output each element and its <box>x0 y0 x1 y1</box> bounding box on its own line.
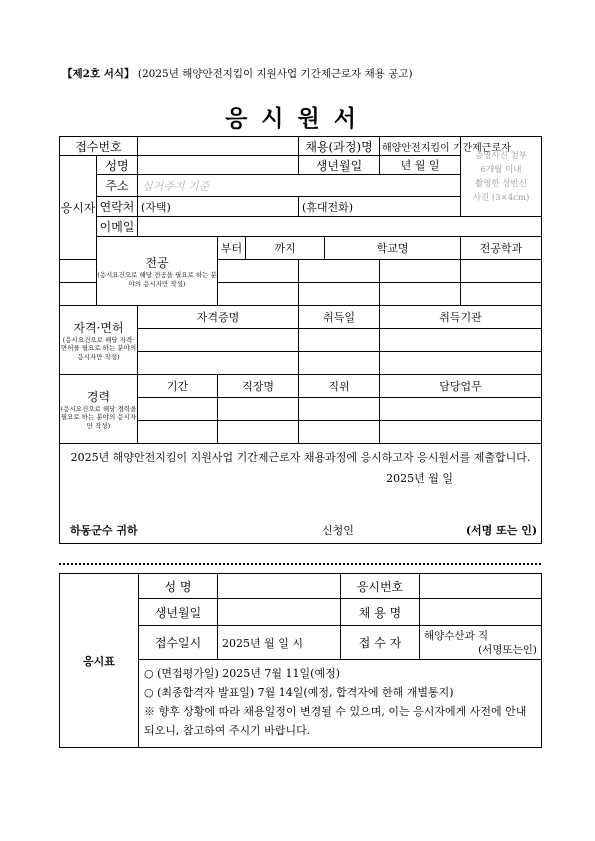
career-col-position: 직위 <box>299 375 380 398</box>
license-label: 자격·면허 <box>73 320 124 335</box>
ticket-notices <box>139 660 542 748</box>
career-cell[interactable] <box>380 421 542 444</box>
birth-label: 생년월일 <box>299 156 380 175</box>
career-cell[interactable] <box>380 398 542 421</box>
ticket-exam-no-field[interactable] <box>420 574 542 599</box>
license-col-agency: 취득기관 <box>380 306 542 329</box>
license-cell[interactable] <box>138 329 299 352</box>
ticket-label: 응시표 <box>60 574 139 748</box>
page-title: 응시원서 <box>225 105 370 132</box>
major-cell[interactable] <box>60 283 97 306</box>
email-label: 이메일 <box>97 217 138 237</box>
career-label: 경력 <box>86 389 111 404</box>
career-cell[interactable] <box>218 398 299 421</box>
announcement-title: (2025년 해양안전지킴이 지원사업 기간제근로자 채용 공고) <box>137 68 413 80</box>
photo-note-2: 6개월 이내 <box>480 164 522 175</box>
license-cell[interactable] <box>299 352 380 375</box>
ticket-exam-no-label: 응시번호 <box>341 574 420 599</box>
major-cell[interactable] <box>60 260 97 283</box>
photo-note-3: 촬영한 상반신 <box>475 178 528 189</box>
recipient: 하동군수 귀하 <box>70 523 138 537</box>
form-header <box>62 66 413 81</box>
major-label: 전공 <box>145 256 169 270</box>
email-field[interactable] <box>138 217 542 237</box>
ticket-position-field[interactable] <box>420 599 542 626</box>
declaration-date: 2025년 월 일 <box>386 472 454 485</box>
signature-cell <box>60 516 542 544</box>
major-cell[interactable] <box>380 260 461 283</box>
applicant-label: 응시자 <box>60 156 97 260</box>
ticket-receiver-sign: (서명또는인) <box>478 643 537 656</box>
major-col-school: 학교명 <box>325 237 461 260</box>
ticket-date-field[interactable]: 2025년 월 일 시 <box>218 626 341 660</box>
career-col-company: 직장명 <box>218 375 299 398</box>
major-col-dept: 전공학과 <box>461 237 542 260</box>
license-cell[interactable] <box>380 329 542 352</box>
career-cell[interactable] <box>138 421 218 444</box>
signature-field[interactable]: (서명 또는 인) <box>465 523 538 537</box>
major-cell[interactable] <box>461 260 542 283</box>
address-label: 주소 <box>97 175 138 197</box>
ticket-name-label: 성 명 <box>139 574 218 599</box>
license-note: (응시요건으로 해당 자격·면허를 필요로 하는 분야의 응시자만 작성) <box>60 335 137 361</box>
photo-note-4: 사진 (3×4cm) <box>472 192 530 203</box>
major-cell[interactable] <box>218 260 299 283</box>
mobile-phone-field[interactable]: (휴대전화) <box>299 197 461 217</box>
notice-interview: ○ (면접평가일) 2025년 7월 11일(예정) <box>144 667 340 680</box>
major-cell[interactable] <box>380 283 461 306</box>
name-label: 성명 <box>97 156 138 175</box>
receipt-no-label: 접수번호 <box>60 137 138 156</box>
major-col-from: 부터 <box>218 237 246 260</box>
ticket-date-label: 접수일시 <box>139 626 218 660</box>
major-cell[interactable] <box>218 283 299 306</box>
license-col-name: 자격증명 <box>138 306 299 329</box>
notice-result: ○ (최종합격자 발표일) 7월 14일(예정, 합격자에 한해 개별통지) <box>144 686 454 699</box>
career-note: (응시요건으로 해당 경력을 필요로 하는 분야의 응시자만 작성) <box>60 404 137 430</box>
receipt-no-field <box>138 137 299 156</box>
major-cell[interactable] <box>299 283 380 306</box>
declaration-cell <box>60 444 542 516</box>
ticket-receiver-label: 접 수 자 <box>341 626 420 660</box>
name-field[interactable] <box>138 156 299 175</box>
major-cell[interactable] <box>299 260 380 283</box>
application-form-table <box>59 136 542 544</box>
career-col-period: 기간 <box>138 375 218 398</box>
birth-field[interactable]: 년 월 일 <box>380 156 461 175</box>
ticket-receiver-value: 해양수산과 직 <box>424 629 489 642</box>
career-cell[interactable] <box>299 398 380 421</box>
major-note: (응시요건으로 해당 전공을 필요로 하는 분야의 응시자만 작성) <box>97 271 217 288</box>
photo-note-1: 증명사진 첨부 <box>475 150 528 161</box>
ticket-position-label: 채 용 명 <box>341 599 420 626</box>
ticket-name-field[interactable] <box>218 574 341 599</box>
cut-line <box>59 563 541 565</box>
position-value: 해양안전지킴이 기간제근로자 <box>380 137 461 156</box>
license-col-date: 취득일 <box>299 306 380 329</box>
career-cell[interactable] <box>138 398 218 421</box>
applicant-sign-label: 신청인 <box>322 523 354 537</box>
position-label: 채용(과정)명 <box>299 137 380 156</box>
ticket-receiver-field[interactable] <box>420 626 542 660</box>
address-field[interactable]: 실거주지 기준 <box>138 175 461 197</box>
ticket-birth-label: 생년월일 <box>139 599 218 626</box>
career-cell[interactable] <box>218 421 299 444</box>
license-label-cell <box>60 306 138 375</box>
license-cell[interactable] <box>380 352 542 375</box>
contact-label: 연락처 <box>97 197 138 217</box>
license-cell[interactable] <box>138 352 299 375</box>
ticket-birth-field[interactable] <box>218 599 341 626</box>
exam-ticket-table <box>59 573 542 748</box>
major-label-cell <box>97 237 218 306</box>
career-label-cell <box>60 375 138 444</box>
form-number: 【제2호 서식】 <box>62 68 135 80</box>
declaration-text: 2025년 해양안전지킴이 지원사업 기간제근로자 채용과정에 응시하고자 응시원서를 제출합니다. <box>70 451 531 464</box>
career-col-duty: 담당업무 <box>380 375 542 398</box>
home-phone-field[interactable]: (자택) <box>138 197 299 217</box>
major-cell[interactable] <box>461 283 542 306</box>
major-col-to: 까지 <box>246 237 325 260</box>
notice-schedule: ※ 향후 상황에 따라 채용일정이 변경될 수 있으며, 이는 응시자에게 사전에 안내되오니, 참고하여 주시기 바랍니다. <box>144 705 527 737</box>
license-cell[interactable] <box>299 329 380 352</box>
career-cell[interactable] <box>299 421 380 444</box>
